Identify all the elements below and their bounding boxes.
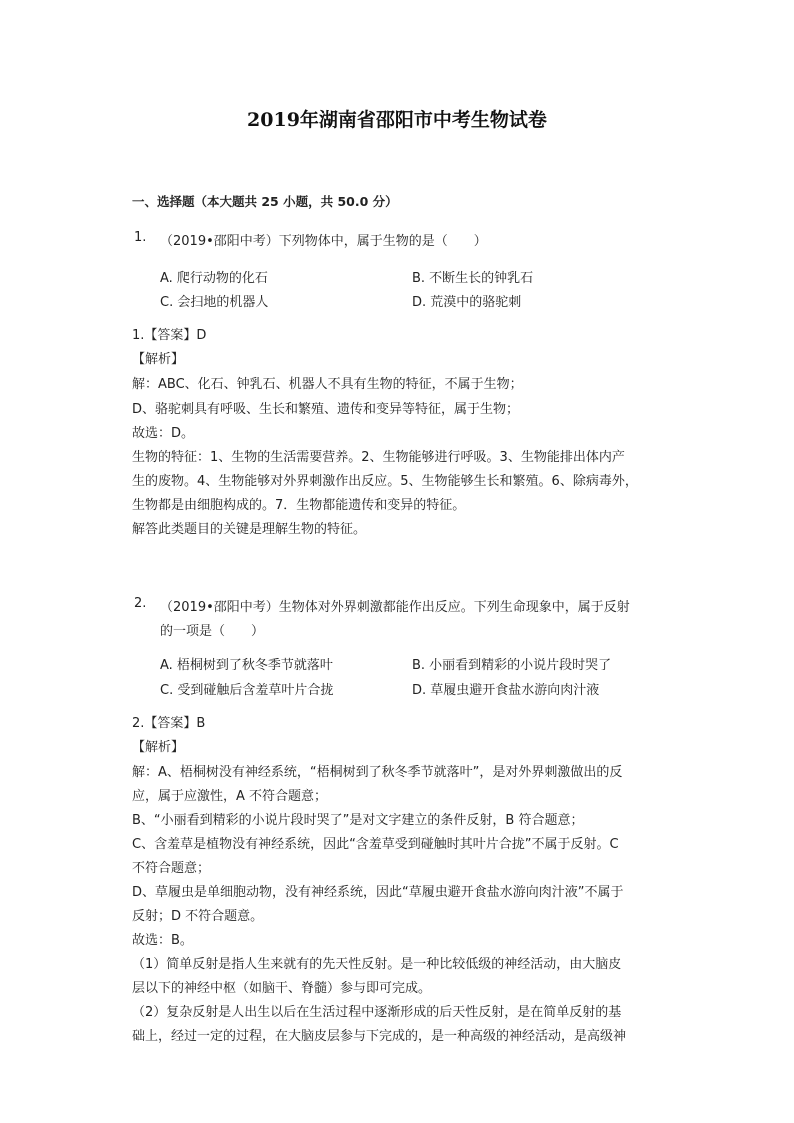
question-2-analysis-line: D、草履虫是单细胞动物，没有神经系统，因此“草履虫避开食盐水游向肉汁液”不属于 [132,885,624,900]
section-heading: 一、选择题（本大题共 25 小题，共 50.0 分） [132,194,398,209]
question-1-option-c: C. 会扫地的机器人 [160,295,269,310]
question-2-analysis-label: 【解析】 [132,740,185,755]
question-2-analysis-line: （1）简单反射是指人生来就有的先天性反射。是一种比较低级的神经活动，由大脑皮 [132,957,622,972]
question-1-analysis-line: 故选：D。 [132,426,195,441]
question-1-analysis-line: 生物的特征：1、生物的生活需要营养。2、生物能够进行呼吸。3、生物能排出体内产 [132,450,625,465]
question-2-analysis-line: B、“小丽看到精彩的小说片段时哭了”是对文字建立的条件反射，B 符合题意； [132,813,584,828]
question-2-option-d: D. 草履虫避开食盐水游向肉汁液 [412,683,600,698]
question-2-analysis-line: 不符合题意； [132,861,211,876]
question-1-analysis-line: 生的废物。4、生物能够对外界刺激作出反应。5、生物能够生长和繁殖。6、除病毒外， [132,474,638,489]
question-2-analysis-line: 层以下的神经中枢（如脑干、脊髓）参与即可完成。 [132,981,432,996]
question-1-analysis-line: D、骆驼刺具有呼吸、生长和繁殖、遗传和变异等特征，属于生物； [132,402,520,417]
question-1-stem: （2019•邵阳中考）下列物体中，属于生物的是（ ） [160,234,487,249]
question-2-option-a: A. 梧桐树到了秋冬季节就落叶 [160,658,333,673]
question-2-option-b: B. 小丽看到精彩的小说片段时哭了 [412,658,612,673]
question-2-stem: 的一项是（ ） [160,624,265,639]
question-1-option-d: D. 荒漠中的骆驼刺 [412,295,522,310]
question-1-option-b: B. 不断生长的钟乳石 [412,271,534,286]
question-2-analysis-line: （2）复杂反射是人出生以后在生活过程中逐渐形成的后天性反射，是在简单反射的基 [132,1005,622,1020]
question-2-analysis-line: 解：A、梧桐树没有神经系统，“梧桐树到了秋冬季节就落叶”，是对外界刺激做出的反 [132,765,623,780]
question-2-analysis-line: 应，属于应激性，A 不符合题意； [132,789,328,804]
question-1-analysis-line: 解答此类题目的关键是理解生物的特征。 [132,522,367,537]
question-2-option-c: C. 受到碰触后含羞草叶片合拢 [160,683,334,698]
question-1-analysis-line: 生物都是由细胞构成的。7．生物都能遗传和变异的特征。 [132,498,466,513]
question-2-stem: （2019•邵阳中考）生物体对外界刺激都能作出反应。下列生命现象中，属于反射 [160,600,630,615]
question-2-analysis-line: C、含羞草是植物没有神经系统，因此“含羞草受到碰触时其叶片合拢”不属于反射。C [132,837,619,852]
question-2-analysis-line: 反射；D 不符合题意。 [132,909,264,924]
question-2-analysis-line: 础上，经过一定的过程，在大脑皮层参与下完成的，是一种高级的神经活动，是高级神 [132,1029,627,1044]
page-title: 2019年湖南省邵阳市中考生物试卷 [247,109,547,131]
question-1-answer: 1.【答案】D [132,328,207,343]
question-2-analysis-line: 故选：B。 [132,933,193,948]
question-1-analysis-label: 【解析】 [132,352,185,367]
question-2-number: 2. [134,596,147,611]
question-1-option-a: A. 爬行动物的化石 [160,271,268,286]
question-1-number: 1. [134,230,147,245]
question-1-analysis-line: 解：ABC、化石、钟乳石、机器人不具有生物的特征，不属于生物； [132,377,523,392]
question-2-answer: 2.【答案】B [132,716,206,731]
